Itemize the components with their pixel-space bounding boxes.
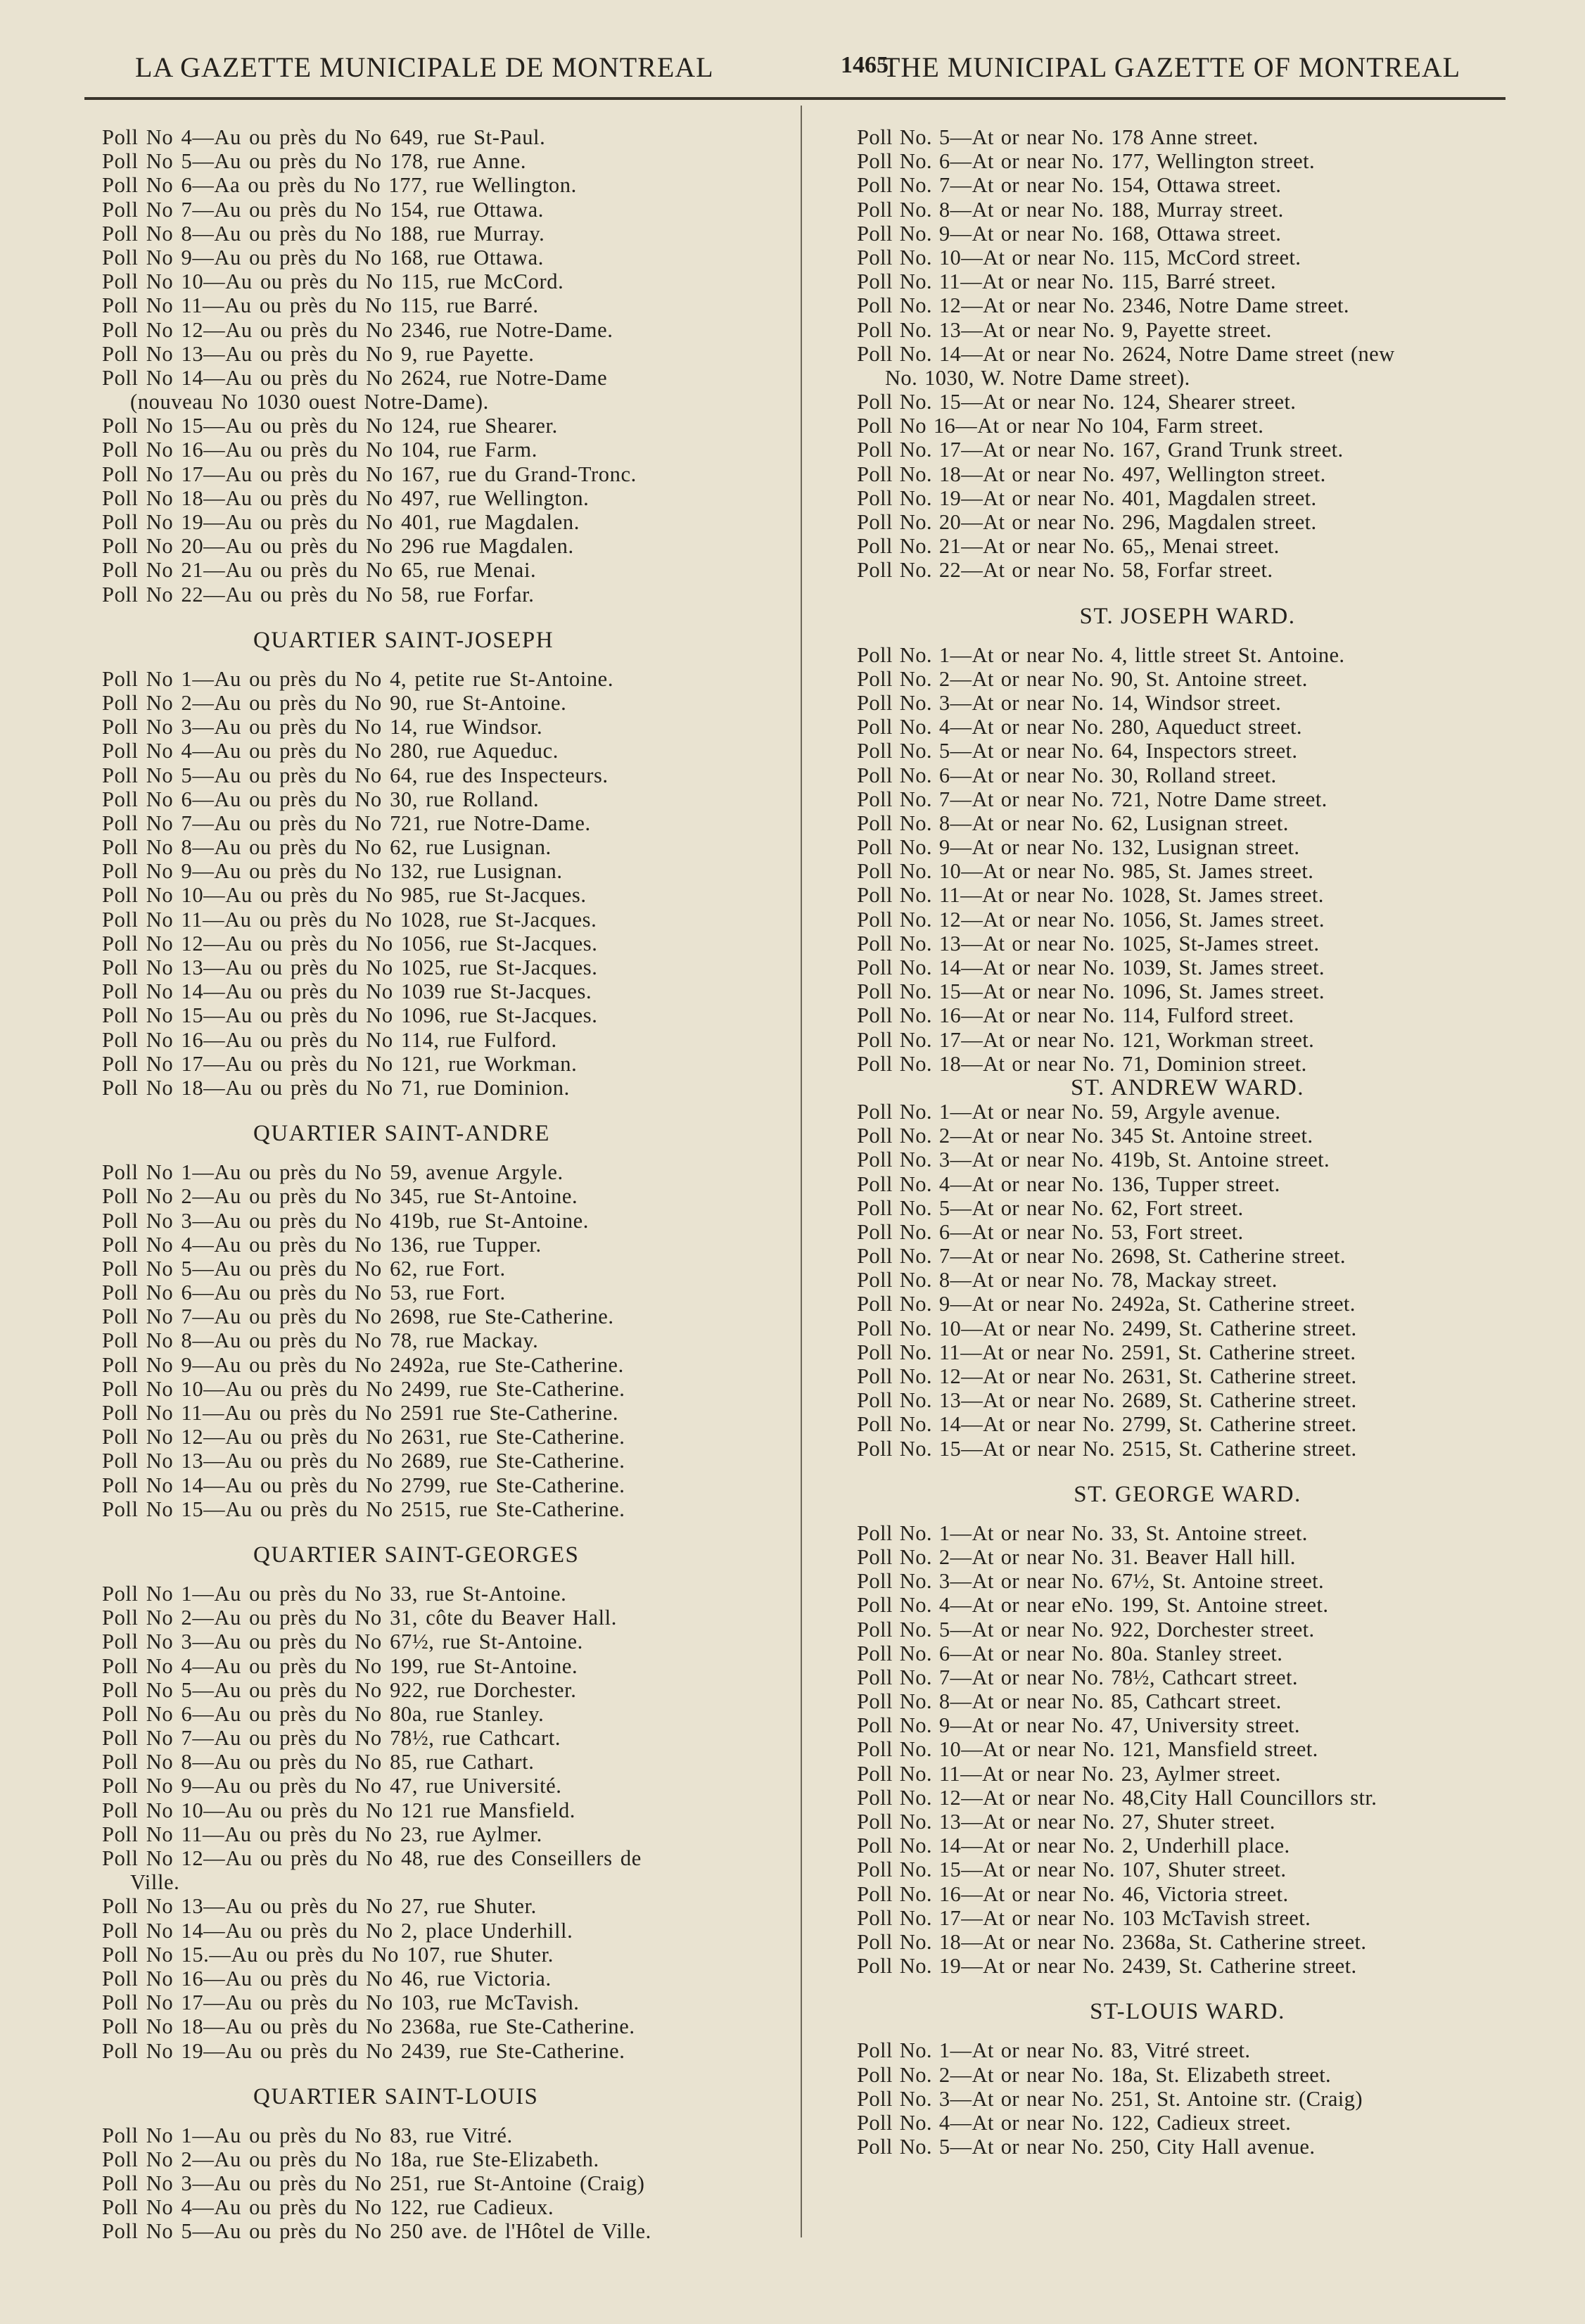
- poll-line: Poll No. 4—At or near No. 280, Aqueduct street.: [857, 715, 1302, 739]
- poll-line: Poll No 2—Au ou près du No 18a, rue Ste-Elizabeth.: [102, 2147, 599, 2171]
- poll-line: Poll No 9—Au ou près du No 2492a, rue Ste-Catherine.: [102, 1352, 624, 1377]
- poll-line: Poll No 14—Au ou près du No 1039 rue St-Jacques.: [102, 979, 592, 1004]
- poll-line: Poll No 4—Au ou près du No 280, rue Aqueduc.: [102, 739, 559, 763]
- poll-line: Poll No 9—Au ou près du No 132, rue Lusignan.: [102, 859, 563, 884]
- poll-line: Poll No 14—Au ou près du No 2624, rue Notre-Dame: [102, 365, 608, 390]
- poll-line: Poll No. 19—At or near No. 401, Magdalen street.: [857, 485, 1317, 510]
- poll-line: Poll No 3—Au ou près du No 419b, rue St-Antoine.: [102, 1208, 590, 1233]
- poll-line: Poll No. 18—At or near No. 497, Wellington street.: [857, 462, 1326, 486]
- poll-line: Poll No 11—Au ou près du No 2591 rue Ste-Catherine.: [102, 1401, 619, 1425]
- page-number: 1465: [841, 52, 889, 78]
- poll-line: Poll No. 17—At or near No. 167, Grand Trunk street.: [857, 438, 1344, 462]
- english-column: [857, 125, 1518, 2159]
- ward-heading: QUARTIER SAINT-JOSEPH: [253, 627, 554, 653]
- poll-line: Poll No. 9—At or near No. 132, Lusignan street.: [857, 835, 1300, 860]
- poll-line: Poll No. 9—At or near No. 2492a, St. Catherine street.: [857, 1292, 1356, 1316]
- poll-line: Poll No. 11—At or near No. 2591, St. Catherine street.: [857, 1340, 1356, 1364]
- poll-line: Poll No. 2—At or near No. 345 St. Antoine street.: [857, 1124, 1313, 1148]
- poll-line: Poll No 15—Au ou près du No 2515, rue Ste-Catherine.: [102, 1497, 625, 1521]
- ward-heading: QUARTIER SAINT-LOUIS: [253, 2083, 539, 2109]
- french-column: [102, 125, 791, 2244]
- poll-line: Poll No 11—Au ou près du No 23, rue Aylmer.: [102, 1822, 542, 1846]
- poll-line: Poll No 8—Au ou près du No 78, rue Mackay.: [102, 1328, 539, 1353]
- poll-line: Poll No. 8—At or near No. 62, Lusignan street.: [857, 811, 1289, 835]
- poll-line: Poll No 1—Au ou près du No 83, rue Vitré.: [102, 2123, 513, 2147]
- poll-line: Poll No. 5—At or near No. 62, Fort street.: [857, 1195, 1244, 1220]
- poll-line: Poll No. 10—At or near No. 115, McCord street.: [857, 245, 1301, 269]
- poll-line: Poll No. 5—At or near No. 178 Anne street.: [857, 125, 1259, 149]
- poll-line: Poll No 3—Au ou près du No 14, rue Windsor.: [102, 715, 543, 739]
- header-english-title: THE MUNICIPAL GAZETTE OF MONTREAL: [883, 51, 1461, 83]
- poll-line: Ville.: [130, 1870, 180, 1895]
- poll-line: Poll No 13—Au ou près du No 1025, rue St-Jacques.: [102, 955, 598, 979]
- poll-line: Poll No. 12—At or near No. 48,City Hall Councillors str.: [857, 1785, 1377, 1810]
- poll-line: Poll No 6—Au ou près du No 53, rue Fort.: [102, 1281, 506, 1305]
- ward-heading: ST. ANDREW WARD.: [1070, 1074, 1305, 1100]
- poll-line: Poll No 16—Au ou près du No 104, rue Farm.: [102, 438, 537, 462]
- poll-line: Poll No. 11—At or near No. 23, Aylmer street.: [857, 1761, 1281, 1786]
- poll-line: Poll No 1—Au ou près du No 59, avenue Argyle.: [102, 1160, 564, 1185]
- poll-line: Poll No 17—Au ou près du No 103, rue McTavish.: [102, 1990, 580, 2015]
- poll-line: Poll No 10—Au ou près du No 2499, rue Ste-Catherine.: [102, 1376, 625, 1401]
- poll-line: Poll No. 2—At or near No. 90, St. Antoine street.: [857, 666, 1308, 691]
- poll-line: Poll No. 13—At or near No. 9, Payette street.: [857, 317, 1272, 342]
- poll-line: Poll No. 8—At or near No. 188, Murray street.: [857, 197, 1284, 222]
- poll-line: Poll No. 14—At or near No. 2, Underhill place.: [857, 1834, 1290, 1858]
- poll-line: Poll No. 5—At or near No. 64, Inspectors street.: [857, 739, 1298, 763]
- poll-line: Poll No 6—Aa ou près du No 177, rue Wellington.: [102, 173, 577, 198]
- poll-line: Poll No. 12—At or near No. 2346, Notre Dame street.: [857, 293, 1349, 318]
- poll-line: Poll No. 20—At or near No. 296, Magdalen street.: [857, 510, 1317, 534]
- poll-line: Poll No 21—Au ou près du No 65, rue Menai.: [102, 558, 537, 583]
- poll-line: Poll No 15—Au ou près du No 124, rue Shearer.: [102, 414, 558, 438]
- poll-line: Poll No 10—Au ou près du No 115, rue McCord.: [102, 269, 564, 294]
- poll-line: Poll No 5—Au ou près du No 250 ave. de l'Hôtel de Ville.: [102, 2219, 651, 2244]
- poll-line: Poll No. 11—At or near No. 115, Barré street.: [857, 269, 1276, 294]
- poll-line: Poll No 16—At or near No 104, Farm street.: [857, 414, 1264, 438]
- poll-line: Poll No. 3—At or near No. 67½, St. Antoine street.: [857, 1569, 1325, 1594]
- poll-line: Poll No. 22—At or near No. 58, Forfar street.: [857, 558, 1273, 583]
- poll-line: Poll No 20—Au ou près du No 296 rue Magdalen.: [102, 534, 574, 559]
- poll-line: Poll No 5—Au ou près du No 64, rue des Inspecteurs.: [102, 763, 609, 787]
- poll-line: Poll No 11—Au ou près du No 1028, rue St-Jacques.: [102, 907, 597, 932]
- poll-line: Poll No 16—Au ou près du No 46, rue Victoria.: [102, 1966, 552, 1990]
- ward-heading: ST. GEORGE WARD.: [1074, 1481, 1301, 1507]
- poll-line: Poll No 18—Au ou près du No 2368a, rue Ste-Catherine.: [102, 2014, 635, 2039]
- poll-line: Poll No 8—Au ou près du No 62, rue Lusignan.: [102, 835, 552, 860]
- poll-line: Poll No. 6—At or near No. 30, Rolland street.: [857, 763, 1277, 787]
- poll-line: Poll No 1—Au ou près du No 33, rue St-Antoine.: [102, 1581, 567, 1606]
- poll-line: Poll No 3—Au ou près du No 67½, rue St-Antoine.: [102, 1630, 583, 1654]
- poll-line: Poll No. 15—At or near No. 107, Shuter street.: [857, 1858, 1287, 1882]
- poll-line: Poll No 15.—Au ou près du No 107, rue Shuter.: [102, 1942, 554, 1967]
- poll-line: Poll No. 11—At or near No. 1028, St. James street.: [857, 883, 1324, 908]
- poll-line: Poll No. 17—At or near No. 103 McTavish street.: [857, 1905, 1311, 1930]
- poll-line: Poll No. 3—At or near No. 251, St. Antoine str. (Craig): [857, 2086, 1363, 2111]
- ward-heading: QUARTIER SAINT-GEORGES: [253, 1542, 580, 1568]
- poll-line: Poll No 7—Au ou près du No 78½, rue Cathcart.: [102, 1726, 561, 1751]
- poll-line: Poll No 4—Au ou près du No 199, rue St-Antoine.: [102, 1653, 578, 1678]
- poll-line: Poll No 12—Au ou près du No 2631, rue Ste-Catherine.: [102, 1425, 625, 1449]
- poll-line: Poll No. 7—At or near No. 154, Ottawa street.: [857, 173, 1282, 198]
- poll-line: Poll No. 9—At or near No. 168, Ottawa street.: [857, 221, 1282, 246]
- poll-line: Poll No 19—Au ou près du No 2439, rue Ste-Catherine.: [102, 2038, 625, 2063]
- poll-line: Poll No. 12—At or near No. 2631, St. Catherine street.: [857, 1364, 1357, 1388]
- poll-line: Poll No. 6—At or near No. 53, Fort street.: [857, 1219, 1244, 1244]
- poll-line: Poll No. 13—At or near No. 2689, St. Catherine street.: [857, 1388, 1357, 1413]
- poll-line: Poll No. 2—At or near No. 31. Beaver Hall hill.: [857, 1544, 1296, 1569]
- poll-line: Poll No 8—Au ou près du No 85, rue Cathart.: [102, 1750, 535, 1774]
- poll-line: Poll No 18—Au ou près du No 71, rue Dominion.: [102, 1075, 570, 1100]
- poll-line: Poll No 7—Au ou près du No 154, rue Ottawa.: [102, 197, 544, 222]
- poll-line: Poll No. 4—At or near eNo. 199, St. Antoine street.: [857, 1593, 1329, 1618]
- header-rule: [84, 97, 1506, 100]
- poll-line: Poll No 12—Au ou près du No 2346, rue Notre-Dame.: [102, 317, 613, 342]
- poll-line: Poll No. 21—At or near No. 65,, Menai street.: [857, 534, 1280, 559]
- poll-line: Poll No 12—Au ou près du No 48, rue des Conseillers de: [102, 1846, 642, 1870]
- poll-line: No. 1030, W. Notre Dame street).: [885, 365, 1190, 390]
- poll-line: Poll No. 13—At or near No. 1025, St-James street.: [857, 931, 1320, 955]
- poll-line: Poll No. 2—At or near No. 18a, St. Elizabeth street.: [857, 2062, 1332, 2087]
- poll-line: Poll No. 3—At or near No. 419b, St. Antoine street.: [857, 1148, 1330, 1172]
- poll-line: Poll No. 15—At or near No. 124, Shearer street.: [857, 390, 1297, 414]
- poll-line: Poll No 11—Au ou près du No 115, rue Barré.: [102, 293, 539, 318]
- poll-line: Poll No. 4—At or near No. 136, Tupper street.: [857, 1171, 1280, 1196]
- poll-line: Poll No 13—Au ou près du No 9, rue Payette.: [102, 341, 535, 366]
- poll-line: Poll No. 15—At or near No. 2515, St. Catherine street.: [857, 1436, 1357, 1461]
- poll-line: Poll No 14—Au ou près du No 2799, rue Ste-Catherine.: [102, 1473, 625, 1497]
- poll-line: Poll No 10—Au ou près du No 985, rue St-Jacques.: [102, 883, 587, 908]
- poll-line: Poll No 2—Au ou près du No 345, rue St-Antoine.: [102, 1184, 578, 1209]
- poll-line: Poll No. 7—At or near No. 721, Notre Dame street.: [857, 787, 1328, 811]
- poll-line: Poll No 7—Au ou près du No 721, rue Notre-Dame.: [102, 811, 591, 835]
- poll-line: Poll No. 1—At or near No. 33, St. Antoine street.: [857, 1520, 1308, 1545]
- poll-line: Poll No. 1—At or near No. 83, Vitré street.: [857, 2038, 1251, 2063]
- poll-line: Poll No. 14—At or near No. 1039, St. James street.: [857, 955, 1325, 979]
- ward-heading: ST-LOUIS WARD.: [1090, 1999, 1285, 2025]
- poll-line: Poll No 15—Au ou près du No 1096, rue St-Jacques.: [102, 1003, 598, 1028]
- poll-line: Poll No 4—Au ou près du No 122, rue Cadieux.: [102, 2195, 554, 2220]
- page-header: [84, 51, 1491, 90]
- poll-line: Poll No 7—Au ou près du No 2698, rue Ste-Catherine.: [102, 1304, 614, 1329]
- poll-line: Poll No. 10—At or near No. 121, Mansfield street.: [857, 1737, 1318, 1762]
- poll-line: Poll No. 7—At or near No. 2698, St. Catherine street.: [857, 1244, 1346, 1269]
- poll-line: Poll No. 1—At or near No. 4, little street St. Antoine.: [857, 642, 1345, 667]
- poll-line: (nouveau No 1030 ouest Notre-Dame).: [130, 390, 489, 414]
- poll-line: Poll No. 5—At or near No. 922, Dorchester street.: [857, 1617, 1315, 1642]
- poll-line: Poll No. 10—At or near No. 2499, St. Catherine street.: [857, 1316, 1357, 1340]
- poll-line: Poll No. 18—At or near No. 71, Dominion street.: [857, 1051, 1307, 1076]
- poll-line: Poll No. 16—At or near No. 46, Victoria street.: [857, 1881, 1289, 1906]
- poll-line: Poll No. 9—At or near No. 47, University street.: [857, 1713, 1300, 1738]
- poll-line: Poll No 5—Au ou près du No 62, rue Fort.: [102, 1256, 506, 1281]
- poll-line: Poll No. 1—At or near No. 59, Argyle avenue.: [857, 1099, 1281, 1124]
- poll-line: Poll No 17—Au ou près du No 167, rue du Grand-Tronc.: [102, 462, 637, 486]
- poll-line: Poll No 5—Au ou près du No 178, rue Anne.: [102, 149, 527, 174]
- poll-line: Poll No. 16—At or near No. 114, Fulford street.: [857, 1003, 1294, 1028]
- poll-line: Poll No. 18—At or near No. 2368a, St. Catherine street.: [857, 1929, 1367, 1954]
- poll-line: Poll No 4—Au ou près du No 136, rue Tupper.: [102, 1232, 542, 1257]
- poll-line: Poll No. 8—At or near No. 78, Mackay street.: [857, 1268, 1278, 1293]
- poll-line: Poll No. 6—At or near No. 177, Wellington street.: [857, 149, 1315, 174]
- poll-line: Poll No 6—Au ou près du No 80a, rue Stanley.: [102, 1701, 545, 1726]
- poll-line: Poll No 4—Au ou près du No 649, rue St-Paul.: [102, 125, 546, 149]
- poll-line: Poll No. 19—At or near No. 2439, St. Catherine street.: [857, 1954, 1357, 1979]
- poll-line: Poll No. 10—At or near No. 985, St. James street.: [857, 859, 1314, 884]
- poll-line: Poll No 16—Au ou près du No 114, rue Fulford.: [102, 1027, 557, 1052]
- poll-line: Poll No. 3—At or near No. 14, Windsor street.: [857, 690, 1282, 715]
- poll-line: Poll No. 15—At or near No. 1096, St. James street.: [857, 979, 1325, 1004]
- poll-line: Poll No 5—Au ou près du No 922, rue Dorchester.: [102, 1677, 577, 1702]
- poll-line: Poll No 19—Au ou près du No 401, rue Magdalen.: [102, 510, 580, 534]
- poll-line: Poll No. 14—At or near No. 2799, St. Catherine street.: [857, 1412, 1357, 1437]
- poll-line: Poll No. 17—At or near No. 121, Workman street.: [857, 1027, 1315, 1052]
- ward-heading: QUARTIER SAINT-ANDRE: [253, 1121, 550, 1147]
- poll-line: Poll No 9—Au ou près du No 47, rue Université.: [102, 1774, 562, 1798]
- poll-line: Poll No. 7—At or near No. 78½, Cathcart street.: [857, 1665, 1298, 1689]
- poll-line: Poll No 8—Au ou près du No 188, rue Murray.: [102, 221, 545, 246]
- poll-line: Poll No 18—Au ou près du No 497, rue Wellington.: [102, 485, 590, 510]
- poll-line: Poll No 13—Au ou près du No 27, rue Shuter.: [102, 1894, 537, 1919]
- poll-line: Poll No. 5—At or near No. 250, City Hall avenue.: [857, 2135, 1316, 2159]
- poll-line: Poll No 9—Au ou près du No 168, rue Ottawa.: [102, 245, 544, 269]
- column-divider: [801, 106, 802, 2237]
- poll-line: Poll No 2—Au ou près du No 31, côte du Beaver Hall.: [102, 1606, 617, 1630]
- poll-line: Poll No 2—Au ou près du No 90, rue St-Antoine.: [102, 690, 567, 715]
- poll-line: Poll No 13—Au ou près du No 2689, rue Ste-Catherine.: [102, 1449, 625, 1473]
- ward-heading: ST. JOSEPH WARD.: [1079, 603, 1296, 629]
- poll-line: Poll No. 8—At or near No. 85, Cathcart street.: [857, 1689, 1282, 1714]
- poll-line: Poll No 6—Au ou près du No 30, rue Rolland.: [102, 787, 540, 811]
- poll-line: Poll No 10—Au ou près du No 121 rue Mansfield.: [102, 1798, 576, 1822]
- poll-line: Poll No. 14—At or near No. 2624, Notre Dame street (new: [857, 341, 1395, 366]
- poll-line: Poll No. 4—At or near No. 122, Cadieux street.: [857, 2110, 1292, 2135]
- poll-line: Poll No 14—Au ou près du No 2, place Underhill.: [102, 1918, 573, 1943]
- poll-line: Poll No 1—Au ou près du No 4, petite rue St-Antoine.: [102, 666, 614, 691]
- poll-line: Poll No. 12—At or near No. 1056, St. James street.: [857, 907, 1325, 932]
- header-french-title: LA GAZETTE MUNICIPALE DE MONTREAL: [135, 51, 714, 83]
- poll-line: Poll No 22—Au ou près du No 58, rue Forfar.: [102, 582, 535, 607]
- poll-line: Poll No. 13—At or near No. 27, Shuter street.: [857, 1810, 1275, 1834]
- poll-line: Poll No 3—Au ou près du No 251, rue St-Antoine (Craig): [102, 2171, 645, 2196]
- poll-line: Poll No 17—Au ou près du No 121, rue Workman.: [102, 1051, 578, 1076]
- poll-line: Poll No. 6—At or near No. 80a. Stanley street.: [857, 1641, 1283, 1665]
- poll-line: Poll No 12—Au ou près du No 1056, rue St-Jacques.: [102, 931, 598, 955]
